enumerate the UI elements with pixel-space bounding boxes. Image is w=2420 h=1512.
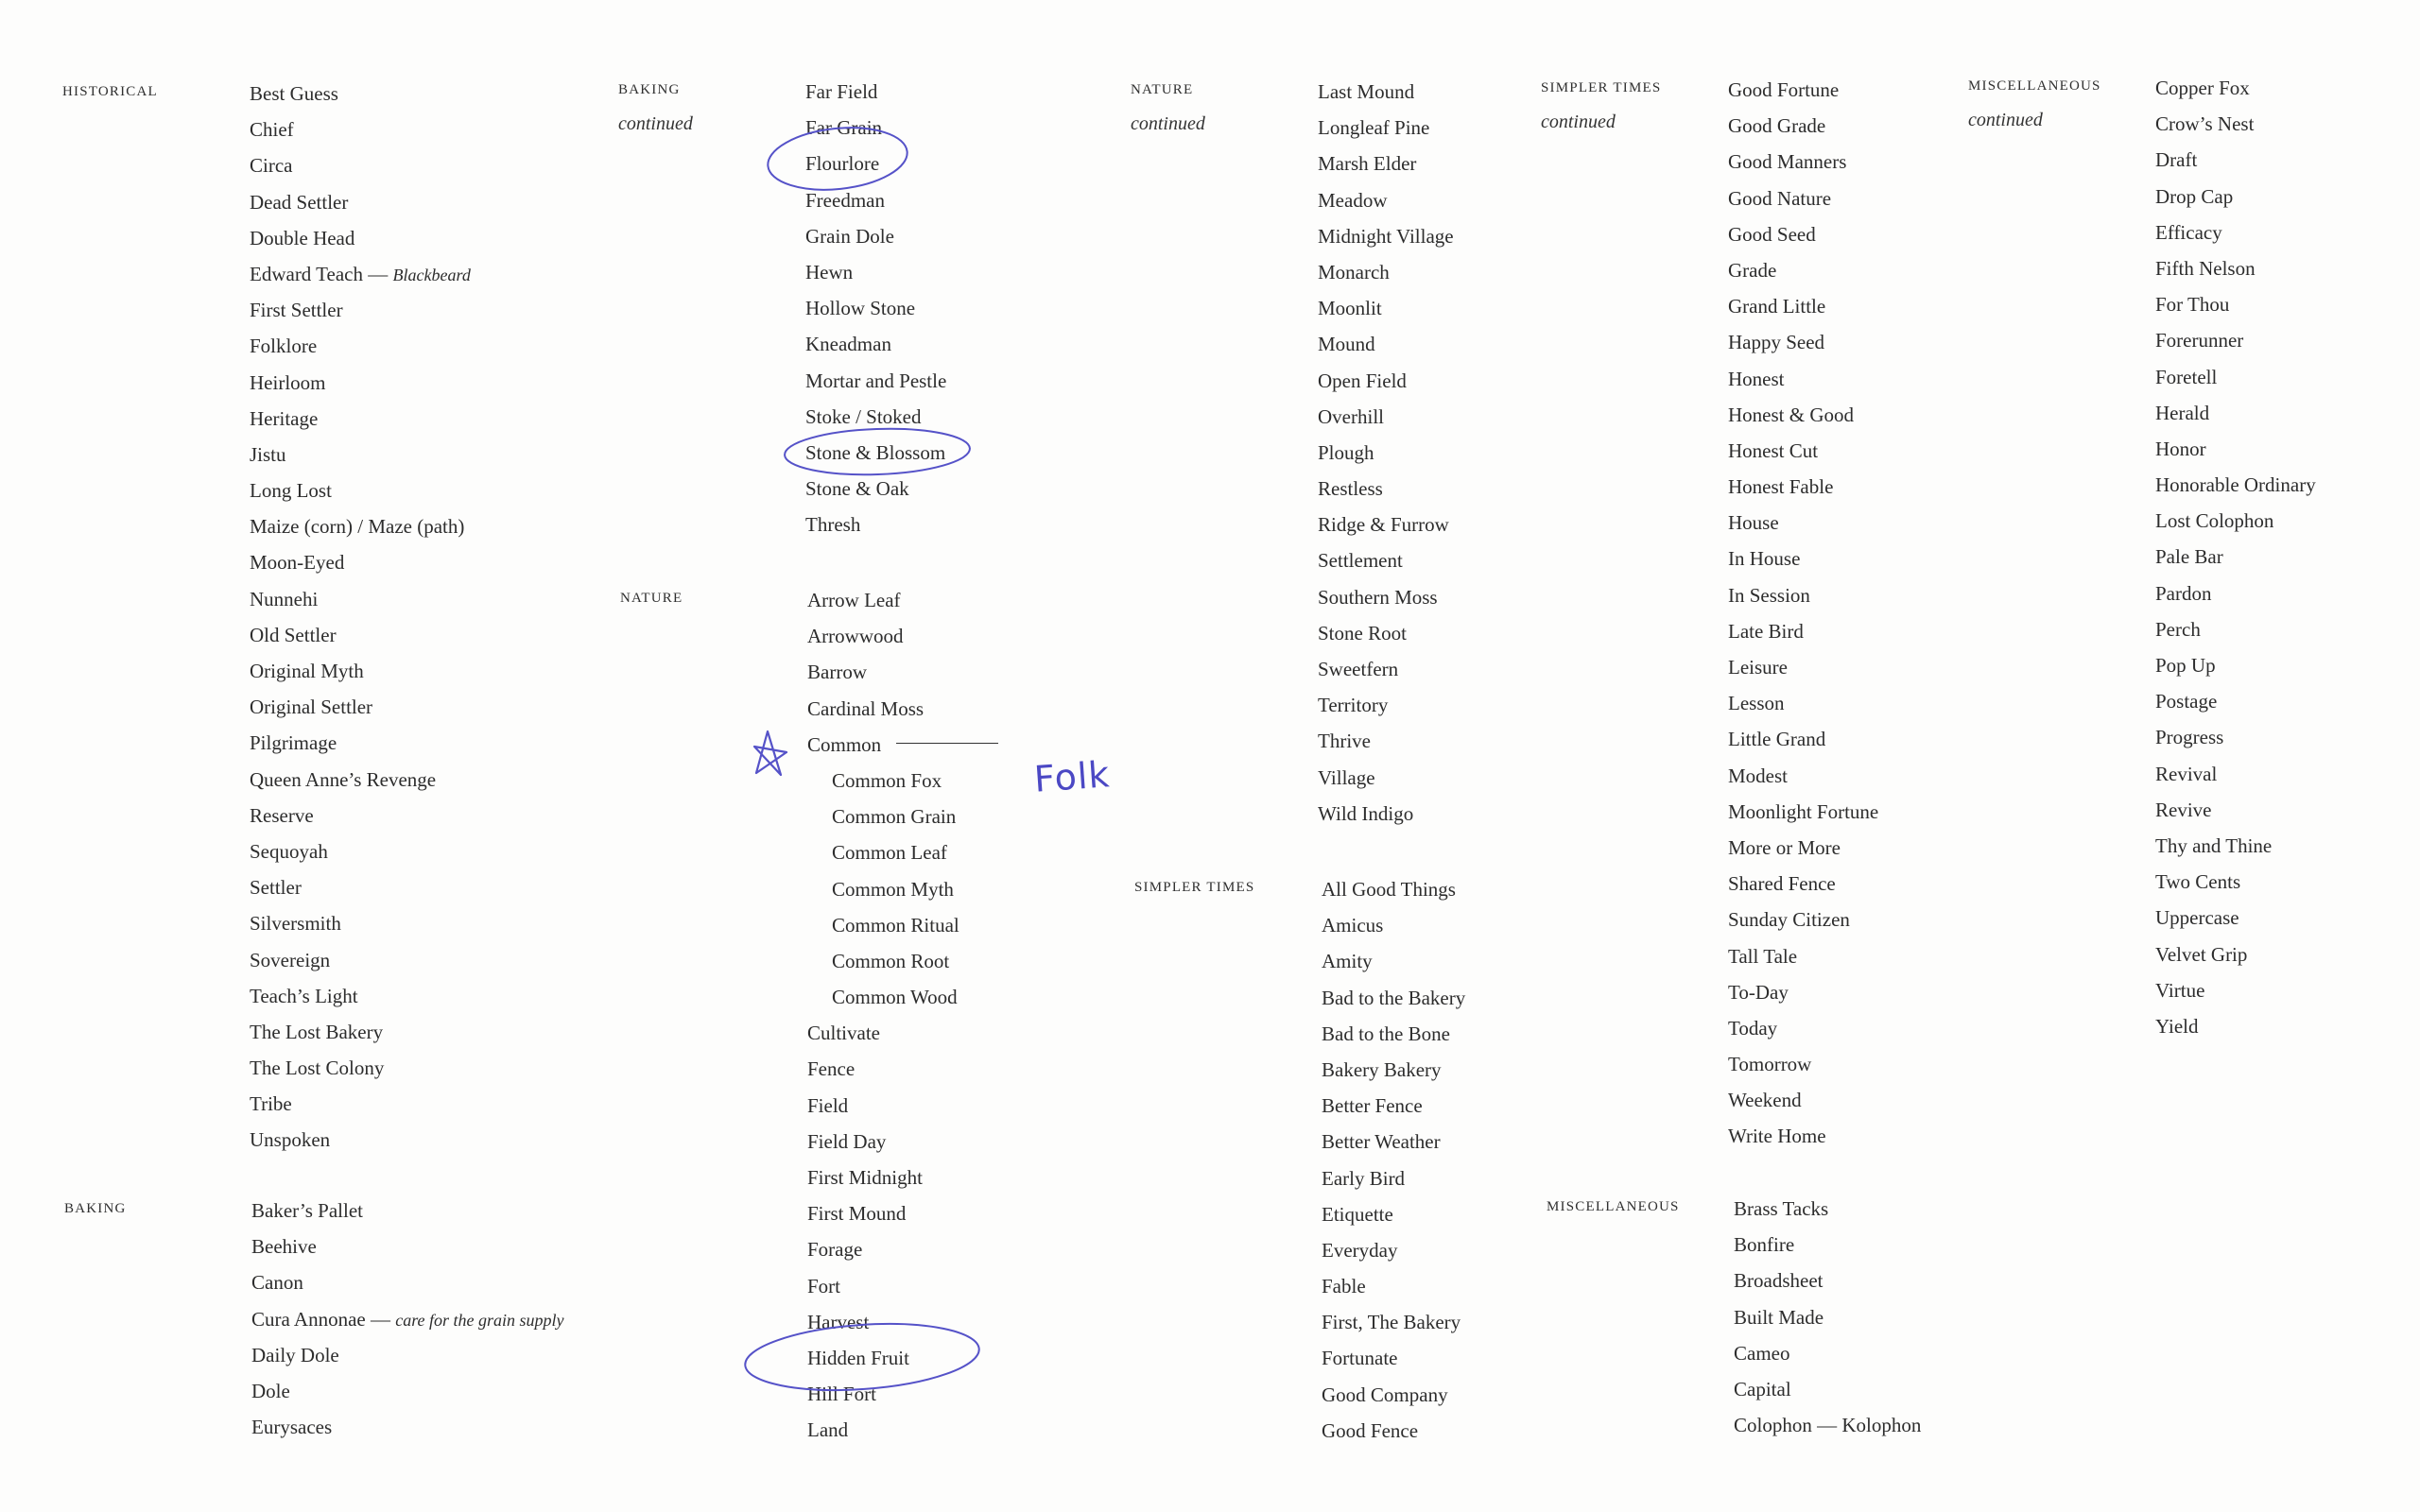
list-item: Meadow bbox=[1318, 188, 1388, 212]
list-item: Perch bbox=[2155, 617, 2201, 641]
section-label: NATURE bbox=[1131, 82, 1194, 97]
list-item: Original Settler bbox=[250, 696, 373, 719]
list-item: Built Made bbox=[1734, 1305, 1824, 1329]
section-header bbox=[618, 79, 798, 136]
list-item: Heirloom bbox=[250, 370, 326, 394]
list-item: Lost Colophon bbox=[2155, 509, 2274, 533]
list-item: Sequoyah bbox=[250, 839, 328, 863]
list-item: Double Head bbox=[250, 226, 355, 249]
list-item: Happy Seed bbox=[1728, 331, 1825, 354]
star-icon bbox=[754, 731, 786, 775]
list-item: Amity bbox=[1322, 950, 1373, 973]
list-item: Mound bbox=[1318, 333, 1375, 356]
section-label: SIMPLER TIMES bbox=[1541, 80, 1662, 95]
list-item: Monarch bbox=[1318, 260, 1390, 284]
section-label: SIMPLER TIMES bbox=[1134, 880, 1255, 895]
list-item: Forage bbox=[807, 1238, 863, 1262]
list-item: Lesson bbox=[1728, 692, 1785, 715]
list-item: Far Grain bbox=[805, 116, 883, 140]
list-item: Long Lost bbox=[250, 479, 332, 503]
list-item: Draft bbox=[2155, 148, 2198, 172]
section-header bbox=[620, 588, 800, 609]
list-item: Postage bbox=[2155, 690, 2218, 713]
list-item: Overhill bbox=[1318, 404, 1384, 428]
list-item: Old Settler bbox=[250, 623, 337, 646]
list-item: Edward Teach — Blackbeard bbox=[250, 262, 471, 285]
list-item: Daily Dole bbox=[251, 1343, 339, 1366]
list-item: Two Cents bbox=[2155, 870, 2241, 894]
list-item: Sunday Citizen bbox=[1728, 908, 1850, 932]
section-header bbox=[1541, 77, 1720, 134]
list-item: Foretell bbox=[2155, 365, 2218, 388]
list-item: Colophon — Kolophon bbox=[1734, 1414, 1922, 1437]
list-item: First Mound bbox=[807, 1202, 907, 1226]
list-item: Barrow bbox=[807, 661, 867, 684]
list-item: Little Grand bbox=[1728, 728, 1826, 751]
list-item: The Lost Bakery bbox=[250, 1020, 384, 1043]
list-item: Early Bird bbox=[1322, 1166, 1406, 1190]
section-continued-note: continued bbox=[1541, 112, 1616, 132]
list-item: Circa bbox=[250, 154, 293, 178]
section-continued-note: continued bbox=[1131, 113, 1205, 134]
list-item: Sovereign bbox=[250, 948, 331, 971]
list-item: Village bbox=[1318, 765, 1375, 789]
list-item: Longleaf Pine bbox=[1318, 116, 1430, 140]
list-item: Sweetfern bbox=[1318, 658, 1399, 680]
section-header bbox=[1547, 1196, 1726, 1217]
list-item: Common Ritual bbox=[832, 913, 959, 936]
section-header bbox=[1968, 76, 2148, 132]
list-item: Honest bbox=[1728, 367, 1785, 390]
entry-list bbox=[1322, 871, 1465, 1449]
list-item: Settlement bbox=[1318, 549, 1403, 573]
list-item: Bad to the Bone bbox=[1322, 1022, 1450, 1045]
list-item: First Settler bbox=[250, 299, 343, 322]
list-item: Cameo bbox=[1734, 1341, 1790, 1365]
list-item: Moonlight Fortune bbox=[1728, 799, 1879, 823]
list-item: Fence bbox=[807, 1057, 856, 1081]
list-item: Canon bbox=[251, 1271, 303, 1295]
list-item: The Lost Colony bbox=[250, 1057, 385, 1080]
entry-list bbox=[805, 74, 946, 542]
list-item: First Midnight bbox=[807, 1166, 923, 1189]
list-item: Stone & Blossom bbox=[805, 440, 946, 464]
list-item: Pilgrimage bbox=[250, 731, 337, 755]
list-item: Beehive bbox=[251, 1235, 317, 1259]
entry-list bbox=[1318, 74, 1454, 832]
section-label: BAKING bbox=[64, 1201, 127, 1216]
list-item: Field bbox=[807, 1093, 849, 1117]
list-item: Better Fence bbox=[1322, 1094, 1423, 1118]
list-item: Grand Little bbox=[1728, 295, 1826, 318]
list-item: Jistu bbox=[250, 442, 286, 466]
list-item: Velvet Grip bbox=[2155, 942, 2248, 966]
list-item: Good Company bbox=[1322, 1383, 1448, 1406]
list-item: Good Fence bbox=[1322, 1418, 1419, 1442]
list-item: Freedman bbox=[805, 188, 885, 212]
list-item: Reserve bbox=[250, 803, 314, 827]
list-item: Restless bbox=[1318, 477, 1383, 501]
list-item: Original Myth bbox=[250, 660, 364, 682]
list-item: Shared Fence bbox=[1728, 872, 1836, 896]
list-item: Brass Tacks bbox=[1734, 1197, 1829, 1220]
blank-underline bbox=[896, 743, 998, 744]
list-item: Good Grade bbox=[1728, 114, 1826, 138]
list-item: Thrive bbox=[1318, 730, 1371, 753]
list-item: Common Grain bbox=[832, 805, 957, 829]
list-item: Common bbox=[807, 732, 882, 756]
list-item: Herald bbox=[2155, 401, 2210, 424]
entry-list bbox=[1728, 72, 1878, 1155]
list-item: Plough bbox=[1318, 440, 1374, 464]
list-item: Tall Tale bbox=[1728, 944, 1798, 968]
section-label: NATURE bbox=[620, 591, 683, 606]
list-item: Modest bbox=[1728, 764, 1788, 787]
list-item: Uppercase bbox=[2155, 906, 2239, 930]
list-item: Best Guess bbox=[250, 82, 338, 105]
list-item: Good Nature bbox=[1728, 186, 1832, 210]
list-item: Wild Indigo bbox=[1318, 801, 1414, 825]
section-header bbox=[64, 1198, 244, 1219]
list-item: Honorable Ordinary bbox=[2155, 473, 2316, 497]
list-item: Progress bbox=[2155, 726, 2224, 749]
list-item: Common Wood bbox=[832, 986, 958, 1009]
list-item: Copper Fox bbox=[2155, 77, 2250, 99]
list-item: Cardinal Moss bbox=[807, 696, 925, 720]
list-item: To-Day bbox=[1728, 980, 1789, 1004]
list-item: Fort bbox=[807, 1274, 841, 1297]
list-item: Hill Fort bbox=[807, 1383, 876, 1406]
section-label: HISTORICAL bbox=[62, 84, 158, 99]
list-item: Virtue bbox=[2155, 978, 2205, 1002]
list-item: Weekend bbox=[1728, 1089, 1802, 1112]
list-item: Silversmith bbox=[250, 912, 341, 936]
section-header bbox=[1134, 877, 1314, 898]
list-item: In Session bbox=[1728, 583, 1810, 607]
list-item: Hollow Stone bbox=[805, 297, 916, 320]
list-item: Midnight Village bbox=[1318, 224, 1454, 248]
section-header bbox=[62, 81, 242, 102]
list-item: Southern Moss bbox=[1318, 585, 1438, 609]
list-item: First, The Bakery bbox=[1322, 1311, 1461, 1334]
section-continued-note: continued bbox=[1968, 110, 2043, 130]
list-item: Amicus bbox=[1322, 914, 1384, 937]
list-item: Marsh Elder bbox=[1318, 152, 1417, 176]
section-header bbox=[1131, 79, 1310, 136]
list-item: Dole bbox=[251, 1379, 290, 1402]
list-item: Better Weather bbox=[1322, 1130, 1441, 1154]
list-item: Today bbox=[1728, 1016, 1778, 1040]
list-item: Common Myth bbox=[832, 877, 954, 901]
list-item: Open Field bbox=[1318, 369, 1407, 392]
list-item: Unspoken bbox=[250, 1128, 331, 1152]
entry-list bbox=[1734, 1191, 1921, 1443]
list-item: Nunnehi bbox=[250, 587, 319, 610]
list-item: Thy and Thine bbox=[2155, 833, 2273, 857]
handwritten-note-folk: Folk bbox=[1032, 753, 1112, 800]
list-item: Chief bbox=[250, 118, 294, 142]
list-item: Honest Fable bbox=[1728, 475, 1834, 499]
list-item: Folklore bbox=[250, 335, 318, 358]
list-item: Capital bbox=[1734, 1377, 1791, 1400]
list-item: Tribe bbox=[250, 1092, 292, 1116]
list-item: Last Mound bbox=[1318, 80, 1415, 103]
list-item: Grain Dole bbox=[805, 224, 894, 248]
list-item: Late Bird bbox=[1728, 619, 1804, 643]
list-item: Stone & Oak bbox=[805, 477, 909, 501]
list-item: Dead Settler bbox=[250, 190, 349, 214]
list-item: Tomorrow bbox=[1728, 1053, 1812, 1076]
list-item: Everyday bbox=[1322, 1238, 1398, 1262]
list-item: Territory bbox=[1318, 694, 1389, 717]
list-item: Efficacy bbox=[2155, 220, 2222, 244]
list-item: For Thou bbox=[2155, 293, 2230, 317]
list-item: Fable bbox=[1322, 1275, 1366, 1298]
list-item: Heritage bbox=[250, 406, 319, 430]
list-item: Kneadman bbox=[805, 333, 891, 356]
list-item: Far Field bbox=[805, 80, 878, 103]
list-item: Bonfire bbox=[1734, 1233, 1795, 1257]
list-item: Good Manners bbox=[1728, 150, 1847, 174]
list-item: Crow’s Nest bbox=[2155, 112, 2255, 136]
list-item: Arrowwood bbox=[807, 625, 904, 648]
list-item: Pop Up bbox=[2155, 654, 2216, 677]
list-item: Write Home bbox=[1728, 1125, 1826, 1148]
list-item: Flourlore bbox=[805, 152, 880, 176]
list-item: Field Day bbox=[807, 1129, 887, 1153]
list-item: Common Leaf bbox=[832, 841, 947, 865]
list-item: In House bbox=[1728, 547, 1801, 571]
list-item: Common Root bbox=[832, 949, 950, 972]
list-item: Drop Cap bbox=[2155, 184, 2234, 208]
entry-list bbox=[250, 76, 471, 1159]
list-item: Good Fortune bbox=[1728, 78, 1840, 101]
list-item: Baker’s Pallet bbox=[251, 1199, 364, 1222]
list-item: House bbox=[1728, 511, 1779, 535]
list-item: More or More bbox=[1728, 835, 1841, 859]
list-item: Eurysaces bbox=[251, 1416, 333, 1439]
entry-list bbox=[2155, 70, 2316, 1044]
list-item: Grade bbox=[1728, 258, 1777, 282]
list-item: Teach’s Light bbox=[250, 984, 358, 1007]
entry-list bbox=[807, 582, 959, 1449]
list-item: Cura Annonae — care for the grain supply bbox=[251, 1307, 564, 1331]
list-item: Honest Cut bbox=[1728, 438, 1819, 462]
section-label: MISCELLANEOUS bbox=[1547, 1199, 1680, 1214]
list-item: Land bbox=[807, 1418, 849, 1442]
list-item: Leisure bbox=[1728, 656, 1788, 679]
list-item: Yield bbox=[2155, 1014, 2199, 1038]
list-item: Broadsheet bbox=[1734, 1269, 1824, 1293]
list-item: Moonlit bbox=[1318, 297, 1382, 320]
list-item: Arrow Leaf bbox=[807, 589, 901, 611]
list-item: Settler bbox=[250, 876, 302, 900]
section-label: MISCELLANEOUS bbox=[1968, 78, 2101, 94]
list-item: Etiquette bbox=[1322, 1202, 1393, 1226]
list-item: Common Fox bbox=[832, 768, 942, 792]
list-item: Fifth Nelson bbox=[2155, 256, 2256, 280]
list-item: Revival bbox=[2155, 762, 2218, 785]
list-item: Fortunate bbox=[1322, 1347, 1398, 1370]
list-item: Bakery Bakery bbox=[1322, 1057, 1442, 1081]
list-item: Harvest bbox=[807, 1310, 870, 1333]
list-item: Good Seed bbox=[1728, 222, 1816, 246]
list-item: Revive bbox=[2155, 798, 2212, 821]
list-item: Bad to the Bakery bbox=[1322, 986, 1466, 1009]
list-item: Honest & Good bbox=[1728, 403, 1854, 426]
list-item: Moon-Eyed bbox=[250, 551, 345, 575]
list-item: Pardon bbox=[2155, 581, 2212, 605]
list-item: Forerunner bbox=[2155, 329, 2244, 352]
list-item: Stoke / Stoked bbox=[805, 404, 922, 428]
list-item: Stone Root bbox=[1318, 621, 1407, 644]
section-label: BAKING bbox=[618, 82, 681, 97]
list-item: Honor bbox=[2155, 437, 2206, 460]
list-item: Hidden Fruit bbox=[807, 1346, 909, 1369]
list-item: Pale Bar bbox=[2155, 545, 2223, 569]
list-item: Hewn bbox=[805, 260, 854, 284]
list-item: Ridge & Furrow bbox=[1318, 513, 1449, 537]
list-item: Queen Anne’s Revenge bbox=[250, 767, 437, 791]
list-item: Thresh bbox=[805, 513, 861, 537]
list-item: All Good Things bbox=[1322, 878, 1456, 901]
list-item: Maize (corn) / Maze (path) bbox=[250, 515, 465, 539]
list-item: Mortar and Pestle bbox=[805, 369, 947, 392]
section-continued-note: continued bbox=[618, 113, 693, 134]
entry-list bbox=[251, 1193, 564, 1445]
list-item: Cultivate bbox=[807, 1022, 880, 1045]
